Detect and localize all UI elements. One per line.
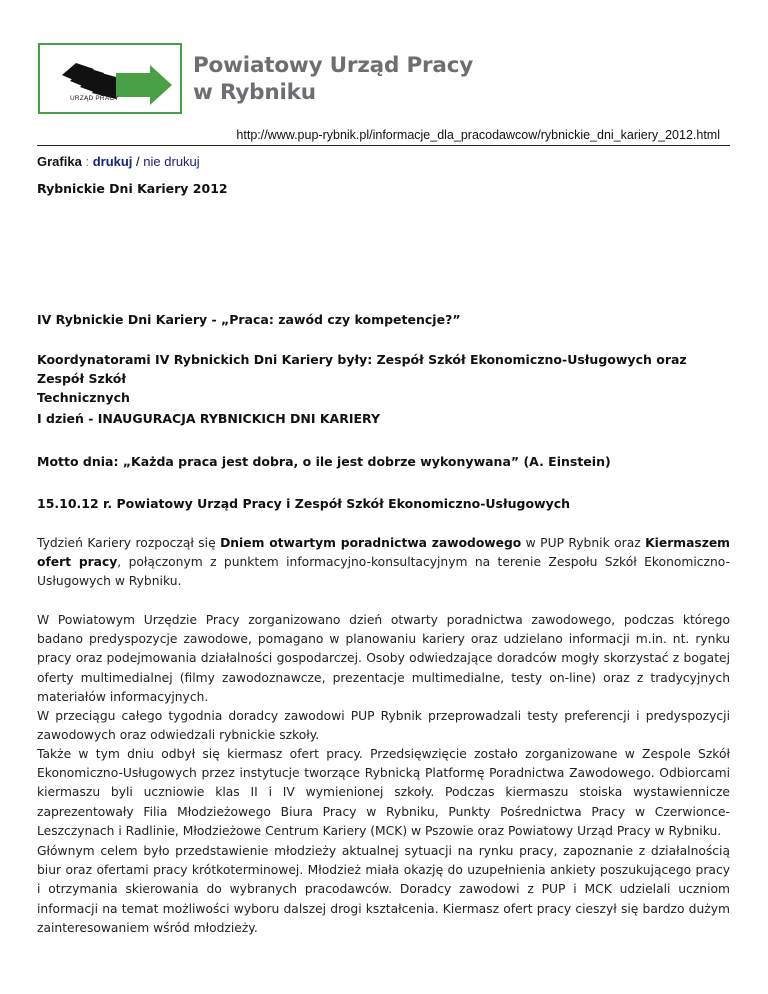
logo: [38, 43, 182, 114]
heading-coordinators-line-2: Technicznych: [37, 390, 130, 405]
paragraph-intro-bold-2: Kiermaszem ofert pracy: [37, 536, 730, 570]
paragraph-intro-text-2: w PUP Rybnik oraz: [521, 536, 646, 550]
paragraph-open-day: [37, 611, 730, 745]
header-divider: [37, 145, 730, 146]
heading-coordinators-line-1: Koordynatorami IV Rybnickich Dni Kariery były: Zespół Szkół Ekonomiczno-Usługowych oraz Zespół Szkół: [37, 352, 687, 386]
no-print-link[interactable]: nie drukuj: [143, 154, 200, 169]
brand-name: [193, 52, 473, 106]
brand-line-2: w Rybniku: [193, 80, 316, 105]
paragraph-week-tests: W przeciągu całego tygodnia doradcy zawodowi PUP Rybnik przeprowadzali testy preferencji i predyspozycji zawodowych oraz odwiedzali rybnickie szkoły.: [37, 709, 730, 743]
paragraph-intro: [37, 534, 730, 592]
page-url: http://www.pup-rybnik.pl/informacje_dla_pracodawcow/rybnickie_dni_kariery_2012.html: [236, 128, 720, 142]
logo-caption: URZĄD PRACY: [70, 95, 119, 102]
heading-coordinators: [37, 350, 730, 407]
paragraph-job-fair: Także w tym dniu odbył się kiermasz ofert pracy. Przedsięwzięcie zostało zorganizowane w Zespole Szkół Ekonomiczno-Usługowych przez instytucje tworzące Rybnicką Platformę Poradnictwa Zawodowego. Odbiorcami kiermaszu byli uczniowie klas II i IV wymienionej szkoły. Podczas kiermaszu stoiska wystawiennicze zaprezentowały Filia Młodzieżowego Biura Pracy w Rybniku, Punkty Pośrednictwa Pracy w Czerwionce-Leszczynach i Radlinie, Młodzieżowe Centrum Kariery (MCK) w Pszowie oraz Powiatowy Urząd Pracy w Rybniku.: [37, 747, 730, 838]
paragraph-goal: Głównym celem było przedstawienie młodzieży aktualnej sytuacji na rynku pracy, zapoznanie z działalnością biur oraz ofertami pracy krótkoterminowej. Młodzież miała okazję do uzupełnienia ankiety poszukującego pracy i otrzymania skierowania do wybranych pracodawców. Doradcy zawodowi z PUP i MCK udzielali uczniom informacji na temat możliwości wyboru dalszej drogi kształcenia. Kiermasz ofert pracy cieszył się bardzo dużym zainteresowaniem wśród młodzieży.: [37, 844, 730, 935]
heading-motto: Motto dnia: „Każda praca jest dobra, o ile jest dobrze wykonywana” (A. Einstein): [37, 454, 611, 469]
graphic-toggle: [37, 154, 200, 169]
heading-event-title: IV Rybnickie Dni Kariery - „Praca: zawód czy kompetencje?”: [37, 312, 461, 327]
graphic-slash: /: [136, 154, 140, 169]
heading-day-one: I dzień - INAUGURACJA RYBNICKICH DNI KARIERY: [37, 411, 381, 426]
graphic-separator: :: [85, 154, 90, 169]
graphic-label: Grafika: [37, 154, 82, 169]
page-title: Rybnickie Dni Kariery 2012: [37, 181, 228, 196]
heading-date: 15.10.12 r. Powiatowy Urząd Pracy i Zespół Szkół Ekonomiczno-Usługowych: [37, 496, 571, 511]
paragraph-intro-text-3: , połączonym z punktem informacyjno-konsultacyjnym na terenie Zespołu Szkół Ekonomiczno-Usługowych w Rybniku.: [37, 555, 730, 589]
paragraph-intro-bold-1: Dniem otwartym poradnictwa zawodowego: [220, 536, 522, 550]
brand-line-1: Powiatowy Urząd Pracy: [193, 53, 474, 78]
print-link[interactable]: drukuj: [92, 154, 133, 169]
paragraph-intro-text-1: Tydzień Kariery rozpoczął się: [37, 536, 221, 550]
paragraph-open-day-text: W Powiatowym Urzędzie Pracy zorganizowano dzień otwarty poradnictwa zawodowego, podczas którego badano predyspozycje zawodowe, pomagano w planowaniu kariery oraz udzielano informacji m.in. nt. rynku pracy oraz podejmowania działalności gospodarczej. Osoby odwiedzające doradców mogły skorzystać z bogatej oferty multimedialnej (filmy zawodoznawcze, prezentacje multimedialne, testy on-line) oraz z tradycyjnych materiałów informacyjnych.: [37, 613, 730, 704]
